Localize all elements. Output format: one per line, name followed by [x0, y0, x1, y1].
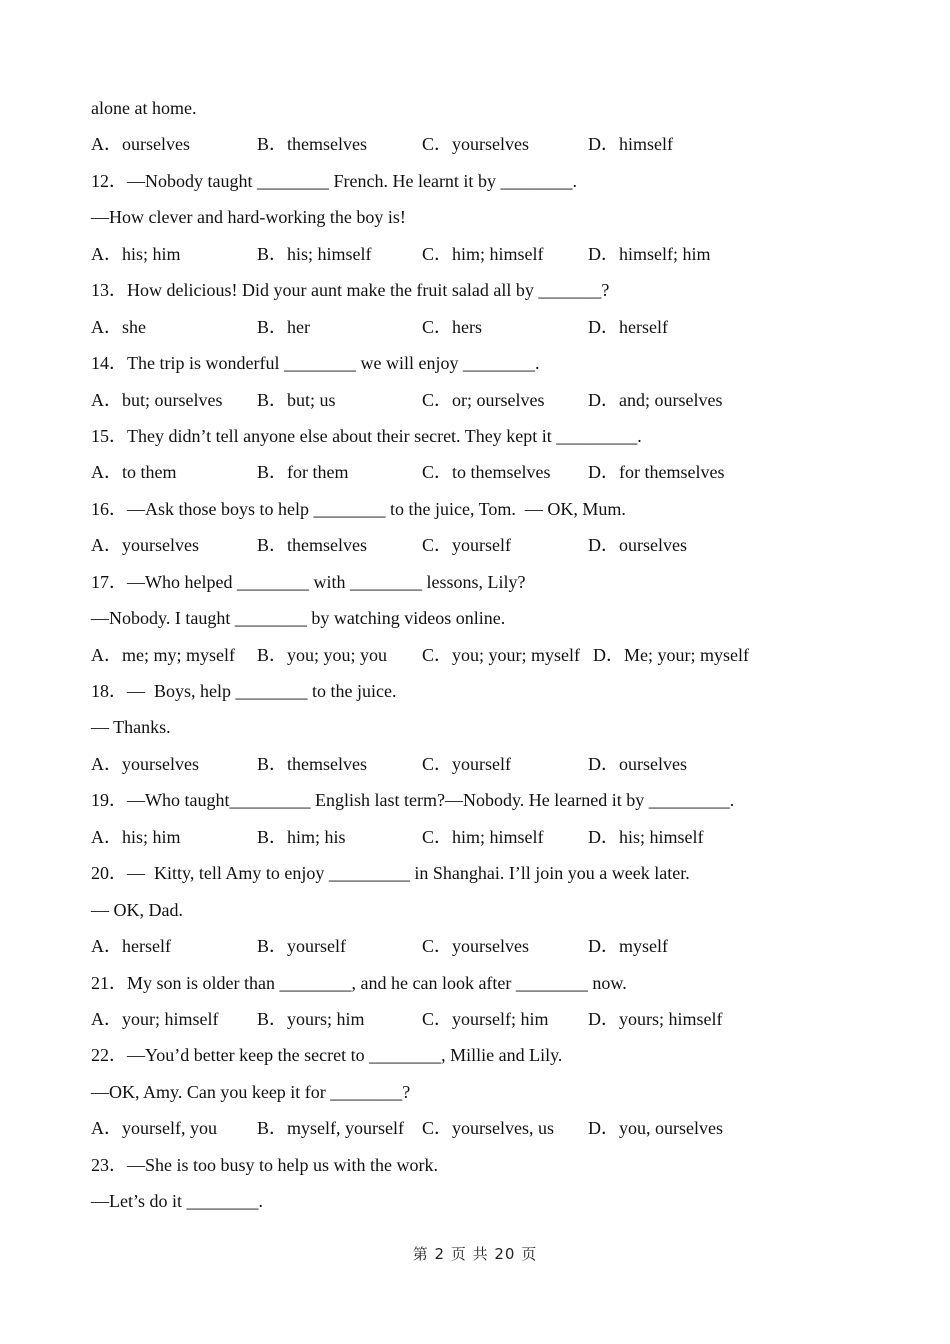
answer-options [91, 1110, 931, 1146]
option-c: C．him; himself [422, 243, 544, 264]
option-d: D．ourselves [588, 535, 687, 556]
option-b: B．yours; him [257, 1008, 365, 1029]
option-d: D．his; himself [588, 826, 704, 847]
question-text: —Let’s do it ________. [91, 1191, 263, 1212]
answer-options [91, 746, 931, 782]
option-d: D．himself; him [588, 243, 711, 264]
answer-options [91, 126, 931, 162]
option-a: A．herself [91, 936, 171, 957]
option-b: B．themselves [257, 134, 367, 155]
option-c: C．or; ourselves [422, 389, 545, 410]
option-a: A．his; him [91, 826, 181, 847]
question-text: 22．—You’d better keep the secret to ________, Millie and Lily. [91, 1045, 563, 1066]
page-footer: 第 2 页 共 20 页 [412, 1245, 538, 1263]
option-a: A．she [91, 316, 146, 337]
option-a: A．your; himself [91, 1008, 219, 1029]
option-a: A．ourselves [91, 134, 190, 155]
option-b: B．him; his [257, 826, 346, 847]
option-d: D．for themselves [588, 462, 725, 483]
option-c: C．hers [422, 316, 482, 337]
question-text: — Thanks. [91, 717, 171, 738]
question-text: — OK, Dad. [91, 899, 183, 920]
option-a: A．his; him [91, 243, 181, 264]
option-c: C．yourself; him [422, 1008, 549, 1029]
option-a: A．yourself, you [91, 1118, 217, 1139]
option-b: B．themselves [257, 535, 367, 556]
option-d: D．and; ourselves [588, 389, 723, 410]
question-text: 15．They didn’t tell anyone else about their secret. They kept it _________. [91, 425, 642, 446]
question-text: 19．—Who taught_________ English last term?—Nobody. He learned it by _________. [91, 790, 735, 811]
option-d: D．yours; himself [588, 1008, 723, 1029]
option-b: B．you; you; you [257, 644, 388, 665]
option-d: D．himself [588, 134, 673, 155]
answer-options [91, 309, 931, 345]
question-text: 23．—She is too busy to help us with the work. [91, 1154, 438, 1175]
option-c: C．him; himself [422, 826, 544, 847]
option-d: D．ourselves [588, 753, 687, 774]
question-text: 18．— Boys, help ________ to the juice. [91, 681, 397, 701]
option-b: B．themselves [257, 753, 367, 774]
question-text: —OK, Amy. Can you keep it for ________? [91, 1081, 411, 1102]
answer-options [91, 236, 931, 272]
answer-options [91, 819, 931, 855]
option-b: B．myself, yourself [257, 1118, 404, 1139]
question-text: —How clever and hard-working the boy is! [91, 207, 406, 228]
option-a: A．me; my; myself [91, 644, 235, 665]
answer-options [91, 454, 931, 490]
option-c: C．yourselves, us [422, 1118, 554, 1139]
option-a: A．yourselves [91, 753, 199, 774]
option-d: D．you, ourselves [588, 1118, 723, 1139]
option-b: B．but; us [257, 389, 336, 410]
answer-options [91, 637, 931, 673]
option-d: D．Me; your; myself [593, 644, 749, 665]
answer-options [91, 1001, 931, 1037]
option-b: B．her [257, 316, 310, 337]
option-a: A．to them [91, 462, 177, 483]
question-text: —Nobody. I taught ________ by watching videos online. [91, 608, 506, 629]
option-c: C．you; your; myself [422, 644, 580, 665]
option-c: C．to themselves [422, 462, 551, 483]
question-text: 17．—Who helped ________ with ________ lessons, Lily? [91, 571, 526, 592]
question-text: 12．—Nobody taught ________ French. He learnt it by ________. [91, 170, 577, 191]
question-list [91, 90, 931, 1220]
question-text: 16．—Ask those boys to help ________ to the juice, Tom. — OK, Mum. [91, 498, 626, 519]
option-c: C．yourselves [422, 134, 529, 155]
question-text: 21．My son is older than ________, and he can look after ________ now. [91, 972, 627, 993]
option-d: D．myself [588, 936, 668, 957]
question-text: 13．How delicious! Did your aunt make the fruit salad all by _______? [91, 280, 610, 301]
option-c: C．yourself [422, 535, 511, 556]
option-d: D．herself [588, 316, 668, 337]
answer-options [91, 527, 931, 563]
answer-options [91, 382, 931, 418]
option-b: B．for them [257, 462, 349, 483]
question-text: alone at home. [91, 98, 197, 118]
option-b: B．yourself [257, 936, 346, 957]
option-a: A．but; ourselves [91, 389, 223, 410]
question-text: 14．The trip is wonderful ________ we will enjoy ________. [91, 353, 540, 374]
option-c: C．yourself [422, 753, 511, 774]
option-c: C．yourselves [422, 936, 529, 957]
option-b: B．his; himself [257, 243, 372, 264]
answer-options [91, 928, 931, 964]
question-text: 20．— Kitty, tell Amy to enjoy _________ in Shanghai. I’ll join you a week later. [91, 863, 690, 884]
option-a: A．yourselves [91, 535, 199, 556]
